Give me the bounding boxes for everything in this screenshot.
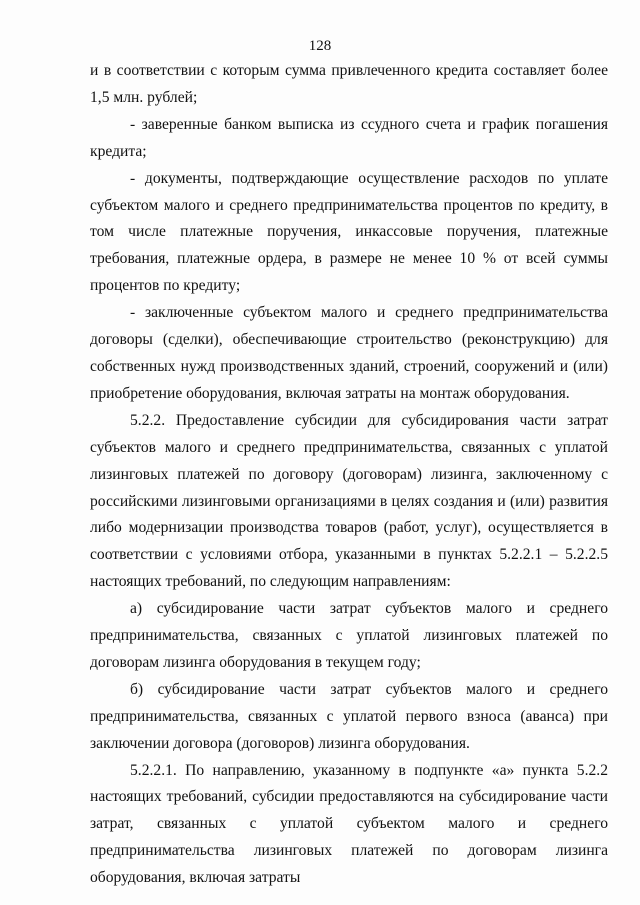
paragraph-section-5-2-2: 5.2.2. Предоставление субсидии для субсидирования части затрат субъектов малого и среднего предпринимательства, связанных с уплатой лизинговых платежей по договору (договорам) лизинга, заключенному с российскими лизинговыми организациями в целях создания и (или) развития либо модернизации производства товаров (работ, услуг), осуществляется в соответствии с условиями отбора, указанными в пунктах 5.2.2.1 – 5.2.2.5 настоящих требований, по следующим направлениям: [90,411,608,591]
paragraph-item-a: а) субсидирование части затрат субъектов малого и среднего предпринимательства, связанных с уплатой лизинговых платежей по договорам лизинга оборудования в текущем году; [90,600,608,671]
paragraph-payment-documents: - документы, подтверждающие осуществление расходов по уплате субъектом малого и среднего предпринимательства процентов по кредиту, в том числе платежные поручения, инкассовые поручения, платежные требования, платежные ордера, в размере не менее 10 % от всей суммы процентов по кредиту; [90,169,608,295]
page-number: 128 [308,38,332,54]
document-body [90,58,608,892]
paragraph-contracts: - заключенные субъектом малого и среднего предпринимательства договоры (сделки), обеспечивающие строительство (реконструкцию) для собственных нужд производственных зданий, строений, сооружений и (или) приобретение оборудования, включая затраты на монтаж оборудования. [90,304,608,402]
paragraph-bank-statement: - заверенные банком выписка из ссудного счета и график погашения кредита; [90,115,608,160]
paragraph-continuation: и в соответствии с которым сумма привлеченного кредита составляет более 1,5 млн. рублей; [90,62,608,106]
paragraph-item-b: б) субсидирование части затрат субъектов малого и среднего предпринимательства, связанных с уплатой первого взноса (аванса) при заключении договора (договоров) лизинга оборудования. [90,680,608,752]
paragraph-section-5-2-2-1: 5.2.2.1. По направлению, указанному в подпункте «а» пункта 5.2.2 настоящих требований, субсидии предоставляются на субсидирование части затрат, связанных с уплатой субъектом малого и среднего предпринимательства лизинговых платежей по договорам лизинга оборудования, включая затраты [90,761,608,887]
